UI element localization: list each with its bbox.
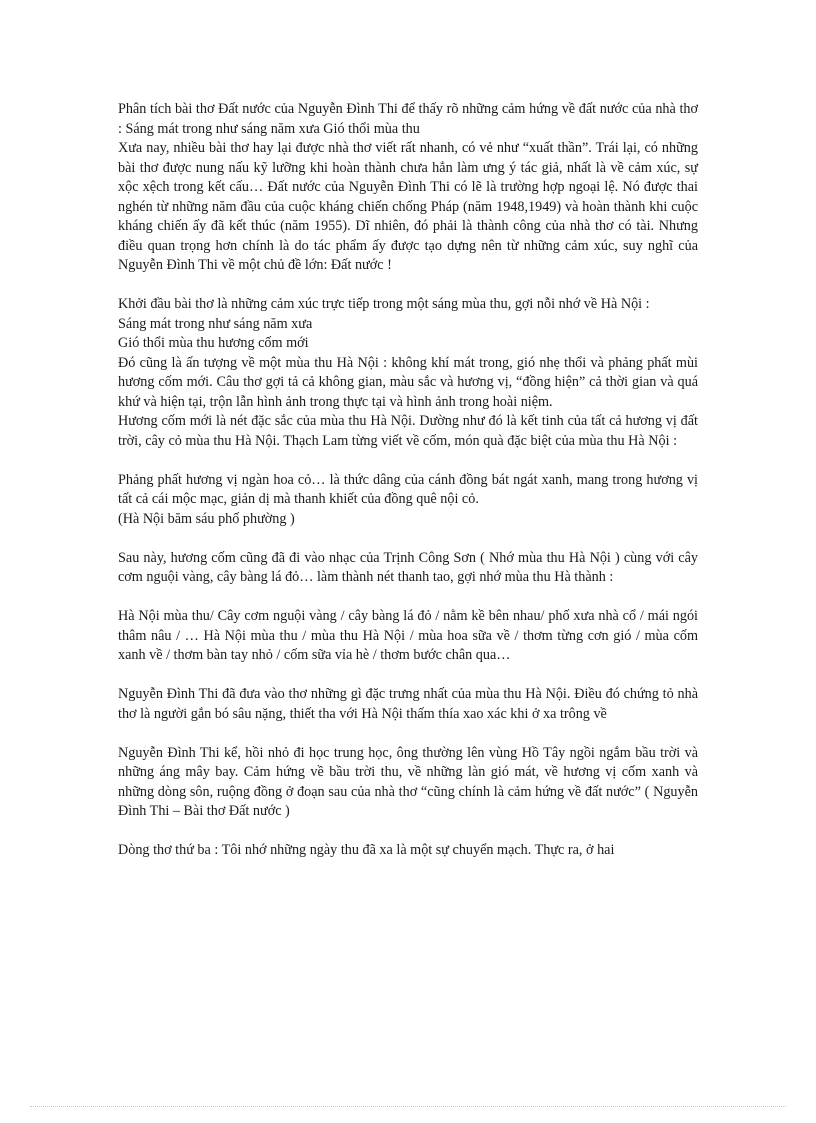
paragraph-opening: Khởi đầu bài thơ là những cảm xúc trực tiếp trong một sáng mùa thu, gợi nỗi nhớ về Hà Nội :	[118, 296, 650, 312]
paragraph-childhood: Nguyễn Đình Thi kể, hồi nhỏ đi học trung học, ông thường lên vùng Hồ Tây ngồi ngắm bầu trời và những áng mây bay. Cảm hứng về bầu trời thu, về những làn gió mát, về hương vị cốm xanh và những dòng sôn, ruộng đồng ở đoạn sau của nhà thơ “cũng chính là cảm hứng về đất nước” ( Nguyễn Đình Thi – Bài thơ Đất nước )	[118, 744, 698, 819]
paragraph-third-line: Dòng thơ thứ ba : Tôi nhớ những ngày thu đã xa là một sự chuyển mạch. Thực ra, ở hai	[118, 842, 615, 858]
paragraph-gap	[118, 276, 698, 296]
poem-line-2: Gió thổi mùa thu hương cốm mới	[118, 335, 309, 351]
quote-thach-lam: Phảng phất hương vị ngàn hoa cỏ… là thức dâng của cánh đồng bát ngát xanh, mang trong hương vị tất cả cái mộc mạc, giản dị mà thanh khiết của đồng quê nội cỏ.	[118, 471, 698, 507]
paragraph-trinh-cong-son: Sau này, hương cốm cũng đã đi vào nhạc của Trịnh Công Sơn ( Nhớ mùa thu Hà Nội ) cùng với cây cơm nguội vàng, cây bàng lá đỏ… làm thành nét thanh tao, gợi nhớ mùa thu Hà thành :	[118, 549, 698, 585]
paragraph-gap	[118, 724, 698, 744]
quote-song-lyrics: Hà Nội mùa thu/ Cây cơm nguội vàng / cây bàng lá đỏ / nằm kề bên nhau/ phố xưa nhà cổ / mái ngói thâm nâu / … Hà Nội mùa thu / mùa thu Hà Nội / mùa hoa sữa về / thơm từng cơn gió / mùa cốm xanh về / thơm bàn tay nhỏ / cốm sữa vỉa hè / thơm bước chân qua…	[118, 608, 698, 663]
paragraph-characteristic: Nguyễn Đình Thi đã đưa vào thơ những gì đặc trưng nhất của mùa thu Hà Nội. Điều đó chứng tỏ nhà thơ là người gắn bó sâu nặng, thiết tha với Hà Nội thấm thía xao xác khi ở xa trông về	[118, 686, 698, 722]
paragraph-gap	[118, 588, 698, 608]
document-body	[118, 100, 698, 861]
paragraph-com-scent: Hương cốm mới là nét đặc sắc của mùa thu Hà Nội. Dường như đó là kết tinh của tất cả hương vị đất trời, cây cỏ mùa thu Hà Nội. Thạch Lam từng viết về cốm, món quà đặc biệt của mùa thu Hà Nội :	[118, 413, 698, 449]
quote-source: (Hà Nội băm sáu phố phường )	[118, 510, 295, 527]
paragraph-intro: Xưa nay, nhiều bài thơ hay lại được nhà thơ viết rất nhanh, có vẻ như “xuất thần”. Trái lại, có những bài thơ được nung nấu kỹ lưỡng khi hoàn thành chưa hẳn làm ưng ý tác giả, nhất là về cảm xúc, sự xộc xệch trong kết cấu… Đất nước của Nguyễn Đình Thi có lẽ là trường hợp ngoại lệ. Nó được thai nghén từ những năm đầu của cuộc kháng chiến chống Pháp (năm 1948,1949) và hoàn thành khi cuộc kháng chiến ấy đã kết thúc (năm 1955). Dĩ nhiên, đó phải là thành công của nhà thơ có tài. Nhưng điều quan trọng hơn chính là do tác phẩm ấy được tạo dựng nên từ những cảm xúc, suy nghĩ của Nguyễn Đình Thi về một chủ đề lớn: Đất nước !	[118, 140, 698, 273]
paragraph-impression: Đó cũng là ấn tượng về một mùa thu Hà Nội : không khí mát trong, gió nhẹ thổi và phảng phất mùi hương cốm mới. Câu thơ gợi tả cả không gian, màu sắc và hương vị, “đồng hiện” cả thời gian và quá khứ và hiện tại, trộn lẫn hình ảnh trong thực tại và hình ảnh trong hoài niệm.	[118, 354, 698, 410]
paragraph-gap	[118, 529, 698, 549]
poem-line-1: Sáng mát trong như sáng năm xưa	[118, 315, 313, 332]
page-bottom-divider	[30, 1106, 786, 1107]
paragraph-title: Phân tích bài thơ Đất nước của Nguyễn Đình Thi để thấy rõ những cảm hứng về đất nước của nhà thơ : Sáng mát trong như sáng năm xưa Gió thổi mùa thu	[118, 101, 698, 137]
paragraph-gap	[118, 451, 698, 471]
paragraph-gap	[118, 822, 698, 842]
paragraph-gap	[118, 666, 698, 686]
